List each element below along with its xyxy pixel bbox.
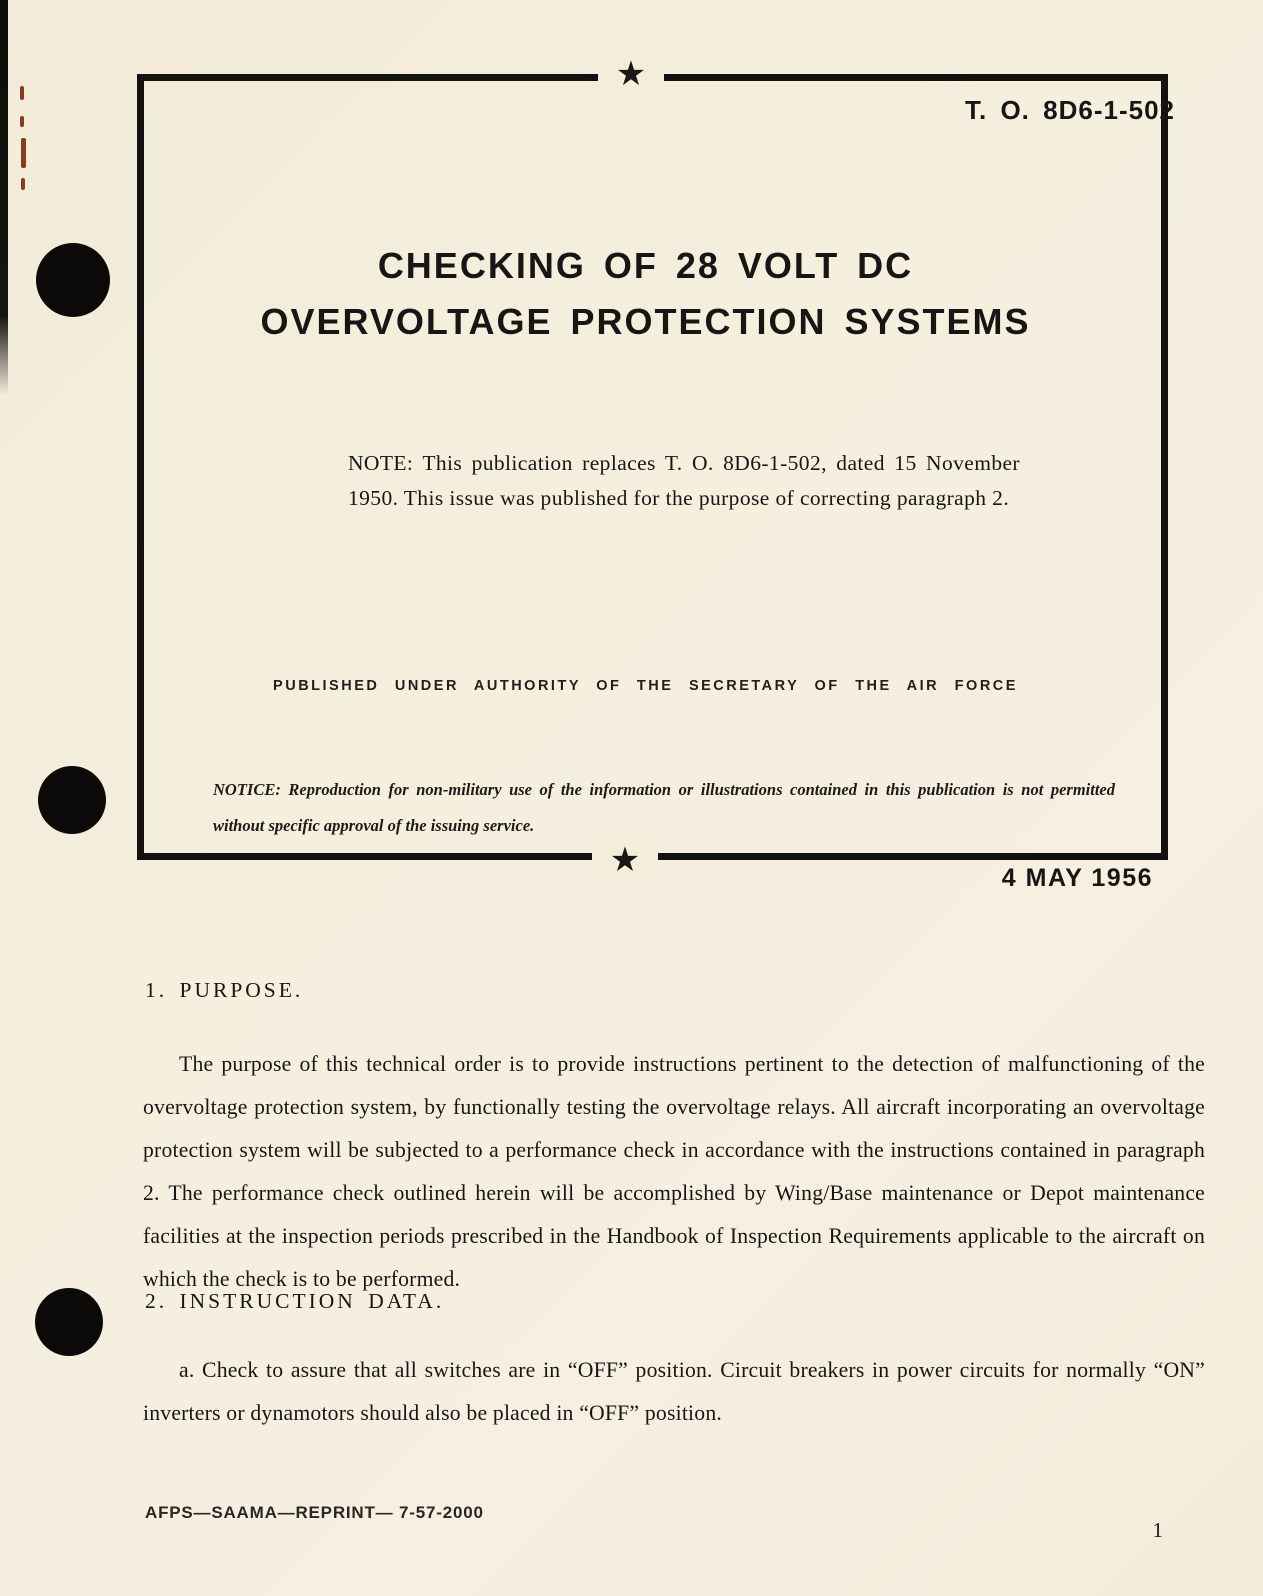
title-line-1: CHECKING OF 28 VOLT DC <box>377 245 914 286</box>
margin-mark <box>20 86 24 100</box>
punch-hole <box>36 243 110 317</box>
section-1-body: The purpose of this technical order is to provide instructions pertinent to the detection of malfunctioning of the overvoltage protection system, by functionally testing the overvoltage relays. All aircraft incorporating an overvoltage protection system will be subjected to a performance check in accordance with the instructions contained in paragraph 2. The performance check outlined herein will be accomplished by Wing/Base maintenance or Depot maintenance facilities at the inspection periods prescribed in the Handbook of Inspection Requirements applicable to the aircraft on which the check is to be performed. <box>143 1052 1205 1291</box>
page-title <box>137 238 1154 350</box>
punch-hole <box>35 1288 103 1356</box>
section-1-heading: 1. PURPOSE. <box>145 978 304 1002</box>
reproduction-notice: NOTICE: Reproduction for non-military use of the information or illustrations contained in this publication is not permitted without specific approval of the issuing service. <box>213 780 1115 835</box>
title-line-2: OVERVOLTAGE PROTECTION SYSTEMS <box>260 301 1031 342</box>
scan-edge-artifact <box>0 0 8 395</box>
reprint-footer: AFPS—SAAMA—REPRINT— 7-57-2000 <box>145 1503 484 1522</box>
punch-hole <box>38 766 106 834</box>
star-icon: ★ <box>592 843 658 877</box>
margin-mark <box>20 116 24 127</box>
star-icon: ★ <box>598 57 664 91</box>
section-2-heading: 2. INSTRUCTION DATA. <box>145 1289 445 1313</box>
replacement-note: NOTE: This publication replaces T. O. 8D6-1-502, dated 15 November 1950. This issue was published for the purpose of correcting paragraph 2. <box>348 451 1020 510</box>
authority-line: PUBLISHED UNDER AUTHORITY OF THE SECRETARY OF THE AIR FORCE <box>273 678 1018 694</box>
technical-order-number: T. O. 8D6-1-502 <box>965 95 1175 125</box>
section-2-body: a. Check to assure that all switches are in “OFF” position. Circuit breakers in power circuits for normally “ON” inverters or dynamotors should also be placed in “OFF” position. <box>143 1358 1205 1425</box>
margin-mark <box>21 178 25 190</box>
margin-mark <box>21 138 26 168</box>
publication-date: 4 MAY 1956 <box>1001 864 1153 892</box>
page-number: 1 <box>1152 1518 1163 1542</box>
